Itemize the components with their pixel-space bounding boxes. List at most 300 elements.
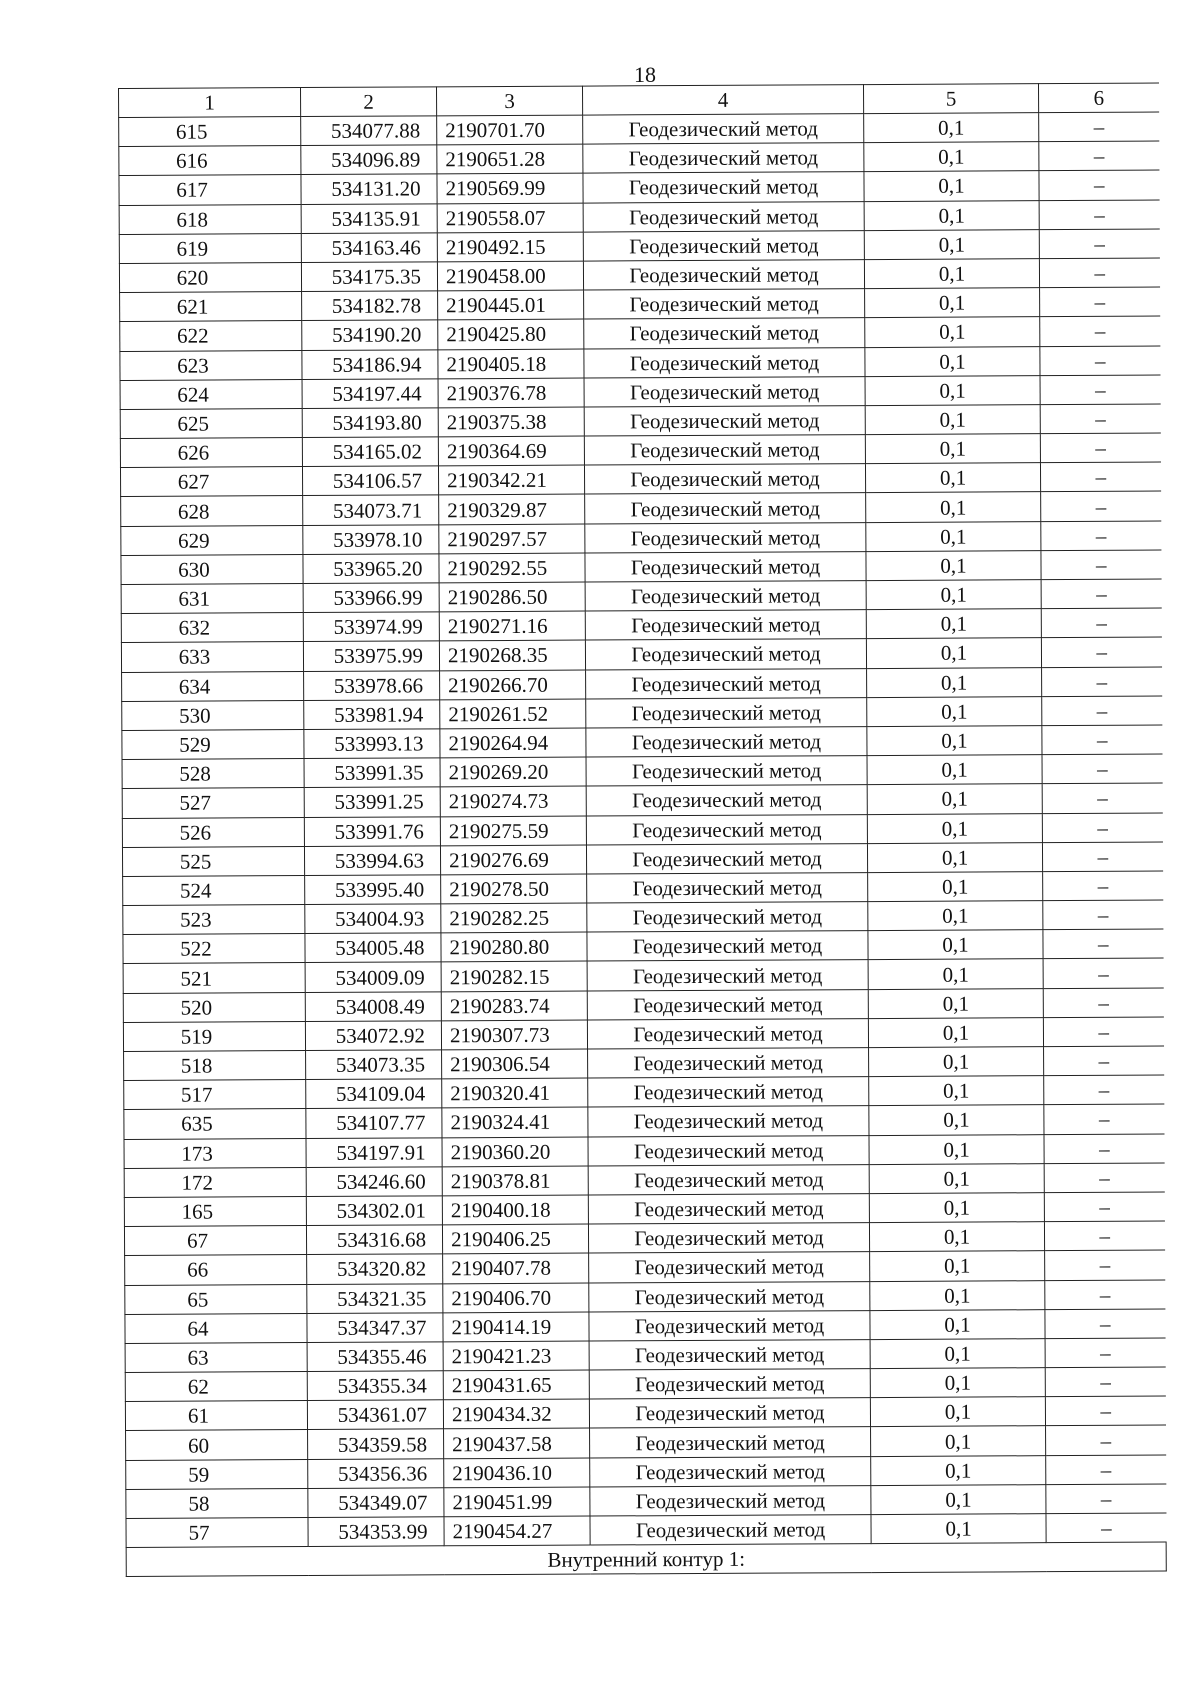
x-coordinate-cell: 533978.10 (303, 524, 439, 554)
header-col-4: 4 (582, 85, 863, 115)
point-number-cell: 67 (124, 1226, 306, 1256)
y-coordinate-cell: 2190651.28 (437, 144, 583, 174)
table-body (119, 112, 1166, 1548)
x-coordinate-cell: 534107.77 (306, 1108, 442, 1138)
note-cell: – (1041, 521, 1161, 551)
note-cell: – (1044, 1221, 1164, 1251)
y-coordinate-cell: 2190375.38 (438, 407, 584, 437)
accuracy-cell: 0,1 (865, 405, 1040, 435)
accuracy-cell: 0,1 (870, 1309, 1045, 1339)
method-cell: Геодезический метод (584, 347, 865, 378)
point-number-cell: 173 (124, 1138, 306, 1168)
accuracy-cell: 0,1 (867, 726, 1042, 756)
note-cell: – (1044, 1104, 1164, 1134)
x-coordinate-cell: 533975.99 (303, 641, 439, 671)
point-number-cell: 626 (120, 438, 302, 468)
y-coordinate-cell: 2190306.54 (442, 1049, 588, 1079)
header-col-2: 2 (301, 87, 437, 117)
method-cell: Геодезический метод (586, 668, 867, 699)
accuracy-cell: 0,1 (871, 1484, 1046, 1514)
y-coordinate-cell: 2190376.78 (438, 378, 584, 408)
y-coordinate-cell: 2190280.80 (441, 932, 587, 962)
method-cell: Геодезический метод (588, 1223, 869, 1254)
x-coordinate-cell: 534359.58 (308, 1429, 444, 1459)
method-cell: Геодезический метод (583, 230, 864, 261)
note-cell: – (1041, 491, 1161, 521)
point-number-cell: 528 (122, 759, 304, 789)
y-coordinate-cell: 2190406.25 (442, 1224, 588, 1254)
accuracy-cell: 0,1 (864, 200, 1039, 230)
note-cell: – (1045, 1338, 1165, 1368)
note-cell: – (1043, 1017, 1163, 1047)
point-number-cell: 63 (125, 1342, 307, 1372)
y-coordinate-cell: 2190414.19 (443, 1312, 589, 1342)
accuracy-cell: 0,1 (866, 609, 1041, 639)
accuracy-cell: 0,1 (864, 259, 1039, 289)
point-number-cell: 629 (121, 525, 303, 555)
note-cell: – (1041, 550, 1161, 580)
y-coordinate-cell: 2190286.50 (439, 582, 585, 612)
point-number-cell: 627 (120, 467, 302, 497)
y-coordinate-cell: 2190266.70 (440, 670, 586, 700)
accuracy-cell: 0,1 (866, 638, 1041, 668)
point-number-cell: 524 (123, 875, 305, 905)
y-coordinate-cell: 2190405.18 (438, 349, 584, 379)
x-coordinate-cell: 534073.71 (303, 495, 439, 525)
y-coordinate-cell: 2190492.15 (437, 232, 583, 262)
accuracy-cell: 0,1 (871, 1514, 1046, 1544)
x-coordinate-cell: 534008.49 (305, 991, 441, 1021)
header-col-3: 3 (436, 86, 582, 116)
accuracy-cell: 0,1 (869, 1105, 1044, 1135)
point-number-cell: 517 (124, 1080, 306, 1110)
accuracy-cell: 0,1 (867, 755, 1042, 785)
note-cell: – (1042, 725, 1162, 755)
y-coordinate-cell: 2190407.78 (443, 1253, 589, 1283)
y-coordinate-cell: 2190269.20 (440, 757, 586, 787)
y-coordinate-cell: 2190569.99 (437, 173, 583, 203)
point-number-cell: 635 (124, 1109, 306, 1139)
method-cell: Геодезический метод (588, 1194, 869, 1225)
point-number-cell: 526 (122, 817, 304, 847)
y-coordinate-cell: 2190451.99 (444, 1487, 590, 1517)
accuracy-cell: 0,1 (868, 988, 1043, 1018)
point-number-cell: 621 (120, 292, 302, 322)
x-coordinate-cell: 534197.44 (302, 379, 438, 409)
method-cell: Геодезический метод (583, 172, 864, 203)
note-cell: – (1042, 754, 1162, 784)
accuracy-cell: 0,1 (865, 346, 1040, 376)
y-coordinate-cell: 2190282.25 (441, 903, 587, 933)
y-coordinate-cell: 2190360.20 (442, 1137, 588, 1167)
y-coordinate-cell: 2190268.35 (439, 640, 585, 670)
x-coordinate-cell: 534106.57 (302, 466, 438, 496)
note-cell: – (1040, 316, 1160, 346)
y-coordinate-cell: 2190276.69 (440, 845, 586, 875)
point-number-cell: 633 (121, 642, 303, 672)
accuracy-cell: 0,1 (866, 550, 1041, 580)
note-cell: – (1045, 1396, 1165, 1426)
point-number-cell: 615 (119, 117, 301, 147)
x-coordinate-cell: 534175.35 (301, 262, 437, 292)
x-coordinate-cell: 533974.99 (303, 612, 439, 642)
x-coordinate-cell: 534355.46 (307, 1342, 443, 1372)
method-cell: Геодезический метод (585, 581, 866, 612)
point-number-cell: 66 (125, 1255, 307, 1285)
note-cell: – (1046, 1513, 1166, 1543)
y-coordinate-cell: 2190400.18 (442, 1195, 588, 1225)
point-number-cell: 634 (122, 671, 304, 701)
note-cell: – (1040, 404, 1160, 434)
method-cell: Геодезический метод (587, 960, 868, 991)
point-number-cell: 64 (125, 1313, 307, 1343)
point-number-cell: 625 (120, 408, 302, 438)
coordinates-table-container (118, 83, 1166, 1578)
accuracy-cell: 0,1 (867, 813, 1042, 843)
method-cell: Геодезический метод (584, 376, 865, 407)
y-coordinate-cell: 2190454.27 (444, 1516, 590, 1546)
x-coordinate-cell: 533991.76 (304, 816, 440, 846)
y-coordinate-cell: 2190458.00 (437, 261, 583, 291)
y-coordinate-cell: 2190307.73 (441, 1020, 587, 1050)
x-coordinate-cell: 534355.34 (307, 1371, 443, 1401)
method-cell: Геодезический метод (584, 289, 865, 320)
y-coordinate-cell: 2190275.59 (440, 816, 586, 846)
accuracy-cell: 0,1 (864, 229, 1039, 259)
method-cell: Геодезический метод (586, 727, 867, 758)
point-number-cell: 58 (126, 1488, 308, 1518)
header-col-5: 5 (863, 84, 1038, 114)
note-cell: – (1043, 900, 1163, 930)
point-number-cell: 622 (120, 321, 302, 351)
point-number-cell: 520 (123, 992, 305, 1022)
y-coordinate-cell: 2190431.65 (443, 1370, 589, 1400)
accuracy-cell: 0,1 (870, 1397, 1045, 1427)
accuracy-cell: 0,1 (867, 784, 1042, 814)
method-cell: Геодезический метод (585, 493, 866, 524)
y-coordinate-cell: 2190264.94 (440, 728, 586, 758)
point-number-cell: 530 (122, 700, 304, 730)
point-number-cell: 623 (120, 350, 302, 380)
y-coordinate-cell: 2190364.69 (438, 436, 584, 466)
y-coordinate-cell: 2190436.10 (444, 1458, 590, 1488)
note-cell: – (1045, 1250, 1165, 1280)
note-cell: – (1039, 229, 1159, 259)
point-number-cell: 620 (119, 262, 301, 292)
point-number-cell: 62 (125, 1372, 307, 1402)
accuracy-cell: 0,1 (865, 317, 1040, 347)
accuracy-cell: 0,1 (868, 872, 1043, 902)
point-number-cell: 61 (125, 1401, 307, 1431)
accuracy-cell: 0,1 (867, 696, 1042, 726)
x-coordinate-cell: 534004.93 (305, 904, 441, 934)
point-number-cell: 525 (122, 846, 304, 876)
accuracy-cell: 0,1 (864, 113, 1039, 143)
note-cell: – (1045, 1309, 1165, 1339)
y-coordinate-cell: 2190271.16 (439, 611, 585, 641)
point-number-cell: 632 (121, 613, 303, 643)
method-cell: Геодезический метод (584, 318, 865, 349)
x-coordinate-cell: 534163.46 (301, 233, 437, 263)
accuracy-cell: 0,1 (865, 463, 1040, 493)
note-cell: – (1039, 112, 1159, 142)
method-cell: Геодезический метод (586, 785, 867, 816)
point-number-cell: 522 (123, 934, 305, 964)
note-cell: – (1039, 170, 1159, 200)
accuracy-cell: 0,1 (871, 1426, 1046, 1456)
x-coordinate-cell: 533993.13 (304, 729, 440, 759)
accuracy-cell: 0,1 (867, 667, 1042, 697)
method-cell: Геодезический метод (585, 610, 866, 641)
x-coordinate-cell: 534316.68 (306, 1225, 442, 1255)
method-cell: Геодезический метод (588, 1135, 869, 1166)
y-coordinate-cell: 2190274.73 (440, 786, 586, 816)
accuracy-cell: 0,1 (866, 492, 1041, 522)
note-cell: – (1043, 958, 1163, 988)
note-cell: – (1042, 696, 1162, 726)
x-coordinate-cell: 534197.91 (306, 1137, 442, 1167)
note-cell: – (1043, 929, 1163, 959)
x-coordinate-cell: 534135.91 (301, 203, 437, 233)
method-cell: Геодезический метод (585, 639, 866, 670)
method-cell: Геодезический метод (588, 1164, 869, 1195)
accuracy-cell: 0,1 (868, 930, 1043, 960)
method-cell: Геодезический метод (583, 201, 864, 232)
note-cell: – (1044, 1134, 1164, 1164)
method-cell: Геодезический метод (586, 697, 867, 728)
point-number-cell: 172 (124, 1167, 306, 1197)
method-cell: Геодезический метод (587, 931, 868, 962)
note-cell: – (1043, 988, 1163, 1018)
x-coordinate-cell: 533991.25 (304, 787, 440, 817)
method-cell: Геодезический метод (590, 1515, 871, 1546)
x-coordinate-cell: 534005.48 (305, 933, 441, 963)
accuracy-cell: 0,1 (865, 375, 1040, 405)
accuracy-cell: 0,1 (865, 288, 1040, 318)
accuracy-cell: 0,1 (871, 1455, 1046, 1485)
note-cell: – (1045, 1280, 1165, 1310)
x-coordinate-cell: 533965.20 (303, 554, 439, 584)
method-cell: Геодезический метод (585, 522, 866, 553)
accuracy-cell: 0,1 (869, 1193, 1044, 1223)
y-coordinate-cell: 2190437.58 (444, 1428, 590, 1458)
point-number-cell: 165 (124, 1196, 306, 1226)
note-cell: – (1039, 258, 1159, 288)
accuracy-cell: 0,1 (865, 434, 1040, 464)
accuracy-cell: 0,1 (868, 1017, 1043, 1047)
note-cell: – (1046, 1455, 1166, 1485)
note-cell: – (1040, 346, 1160, 376)
note-cell: – (1041, 579, 1161, 609)
x-coordinate-cell: 534190.20 (302, 320, 438, 350)
accuracy-cell: 0,1 (869, 1134, 1044, 1164)
method-cell: Геодезический метод (586, 756, 867, 787)
y-coordinate-cell: 2190342.21 (438, 465, 584, 495)
point-number-cell: 527 (122, 788, 304, 818)
note-cell: – (1044, 1075, 1164, 1105)
x-coordinate-cell: 534246.60 (306, 1167, 442, 1197)
note-cell: – (1042, 667, 1162, 697)
accuracy-cell: 0,1 (870, 1368, 1045, 1398)
method-cell: Геодезический метод (586, 843, 867, 874)
note-cell: – (1045, 1367, 1165, 1397)
method-cell: Геодезический метод (590, 1485, 871, 1516)
note-cell: – (1046, 1425, 1166, 1455)
point-number-cell: 628 (121, 496, 303, 526)
accuracy-cell: 0,1 (866, 580, 1041, 610)
x-coordinate-cell: 534353.99 (308, 1517, 444, 1547)
point-number-cell: 518 (124, 1051, 306, 1081)
accuracy-cell: 0,1 (870, 1251, 1045, 1281)
x-coordinate-cell: 534321.35 (307, 1283, 443, 1313)
x-coordinate-cell: 534186.94 (302, 349, 438, 379)
accuracy-cell: 0,1 (866, 521, 1041, 551)
method-cell: Геодезический метод (590, 1456, 871, 1487)
accuracy-cell: 0,1 (868, 901, 1043, 931)
point-number-cell: 521 (123, 963, 305, 993)
x-coordinate-cell: 534182.78 (302, 291, 438, 321)
note-cell: – (1044, 1192, 1164, 1222)
note-cell: – (1040, 375, 1160, 405)
y-coordinate-cell: 2190378.81 (442, 1166, 588, 1196)
method-cell: Геодезический метод (583, 114, 864, 145)
x-coordinate-cell: 534193.80 (302, 408, 438, 438)
y-coordinate-cell: 2190701.70 (437, 115, 583, 145)
method-cell: Геодезический метод (588, 1106, 869, 1137)
header-col-1: 1 (119, 88, 301, 118)
method-cell: Геодезический метод (583, 143, 864, 174)
point-number-cell: 60 (126, 1430, 308, 1460)
x-coordinate-cell: 534356.36 (308, 1458, 444, 1488)
method-cell: Геодезический метод (589, 1339, 870, 1370)
note-cell: – (1043, 871, 1163, 901)
note-cell: – (1040, 287, 1160, 317)
note-cell: – (1040, 433, 1160, 463)
point-number-cell: 619 (119, 233, 301, 263)
x-coordinate-cell: 534349.07 (308, 1488, 444, 1518)
x-coordinate-cell: 533991.35 (304, 758, 440, 788)
x-coordinate-cell: 534347.37 (307, 1313, 443, 1343)
x-coordinate-cell: 534009.09 (305, 962, 441, 992)
point-number-cell: 65 (125, 1284, 307, 1314)
y-coordinate-cell: 2190278.50 (441, 874, 587, 904)
method-cell: Геодезический метод (588, 1077, 869, 1108)
table-footer-row (126, 1542, 1166, 1576)
point-number-cell: 519 (123, 1021, 305, 1051)
x-coordinate-cell: 534361.07 (307, 1400, 443, 1430)
note-cell: – (1042, 842, 1162, 872)
x-coordinate-cell: 534165.02 (302, 437, 438, 467)
note-cell: – (1040, 462, 1160, 492)
y-coordinate-cell: 2190329.87 (439, 494, 585, 524)
point-number-cell: 59 (126, 1459, 308, 1489)
point-number-cell: 624 (120, 379, 302, 409)
y-coordinate-cell: 2190324.41 (442, 1107, 588, 1137)
x-coordinate-cell: 533978.66 (304, 670, 440, 700)
accuracy-cell: 0,1 (870, 1339, 1045, 1369)
y-coordinate-cell: 2190282.15 (441, 961, 587, 991)
method-cell: Геодезический метод (583, 260, 864, 291)
accuracy-cell: 0,1 (869, 1163, 1044, 1193)
x-coordinate-cell: 534077.88 (301, 116, 437, 146)
accuracy-cell: 0,1 (869, 1222, 1044, 1252)
x-coordinate-cell: 534073.35 (306, 1050, 442, 1080)
accuracy-cell: 0,1 (864, 171, 1039, 201)
y-coordinate-cell: 2190283.74 (441, 991, 587, 1021)
point-number-cell: 57 (126, 1518, 308, 1548)
method-cell: Геодезический метод (589, 1310, 870, 1341)
x-coordinate-cell: 534072.92 (305, 1021, 441, 1051)
accuracy-cell: 0,1 (864, 142, 1039, 172)
y-coordinate-cell: 2190421.23 (443, 1341, 589, 1371)
point-number-cell: 631 (121, 584, 303, 614)
method-cell: Геодезический метод (587, 872, 868, 903)
method-cell: Геодезический метод (586, 814, 867, 845)
method-cell: Геодезический метод (584, 435, 865, 466)
inner-contour-label: Внутренний контур 1: (126, 1542, 1166, 1576)
page-number: 18 (634, 62, 656, 87)
note-cell: – (1046, 1484, 1166, 1514)
x-coordinate-cell: 533966.99 (303, 583, 439, 613)
header-col-6: 6 (1038, 83, 1158, 113)
point-number-cell: 523 (123, 905, 305, 935)
note-cell: – (1041, 608, 1161, 638)
x-coordinate-cell: 534302.01 (306, 1196, 442, 1226)
method-cell: Геодезический метод (587, 989, 868, 1020)
note-cell: – (1044, 1046, 1164, 1076)
accuracy-cell: 0,1 (869, 1047, 1044, 1077)
accuracy-cell: 0,1 (869, 1076, 1044, 1106)
method-cell: Геодезический метод (589, 1281, 870, 1312)
accuracy-cell: 0,1 (867, 842, 1042, 872)
x-coordinate-cell: 534109.04 (306, 1079, 442, 1109)
y-coordinate-cell: 2190434.32 (443, 1399, 589, 1429)
y-coordinate-cell: 2190297.57 (439, 524, 585, 554)
method-cell: Геодезический метод (589, 1252, 870, 1283)
point-number-cell: 529 (122, 729, 304, 759)
point-number-cell: 630 (121, 554, 303, 584)
note-cell: – (1044, 1163, 1164, 1193)
method-cell: Геодезический метод (589, 1369, 870, 1400)
method-cell: Геодезический метод (590, 1427, 871, 1458)
point-number-cell: 616 (119, 146, 301, 176)
x-coordinate-cell: 533994.63 (304, 846, 440, 876)
y-coordinate-cell: 2190558.07 (437, 203, 583, 233)
x-coordinate-cell: 533981.94 (304, 700, 440, 730)
note-cell: – (1041, 637, 1161, 667)
y-coordinate-cell: 2190425.80 (438, 319, 584, 349)
x-coordinate-cell: 534096.89 (301, 145, 437, 175)
method-cell: Геодезический метод (585, 551, 866, 582)
method-cell: Геодезический метод (589, 1398, 870, 1429)
note-cell: – (1042, 783, 1162, 813)
x-coordinate-cell: 534320.82 (307, 1254, 443, 1284)
y-coordinate-cell: 2190292.55 (439, 553, 585, 583)
y-coordinate-cell: 2190445.01 (438, 290, 584, 320)
method-cell: Геодезический метод (588, 1048, 869, 1079)
y-coordinate-cell: 2190406.70 (443, 1283, 589, 1313)
method-cell: Геодезический метод (587, 1018, 868, 1049)
coordinates-table (118, 83, 1167, 1578)
y-coordinate-cell: 2190261.52 (440, 699, 586, 729)
method-cell: Геодезический метод (587, 902, 868, 933)
method-cell: Геодезический метод (584, 405, 865, 436)
point-number-cell: 617 (119, 175, 301, 205)
note-cell: – (1039, 141, 1159, 171)
accuracy-cell: 0,1 (868, 959, 1043, 989)
x-coordinate-cell: 533995.40 (305, 875, 441, 905)
y-coordinate-cell: 2190320.41 (442, 1078, 588, 1108)
